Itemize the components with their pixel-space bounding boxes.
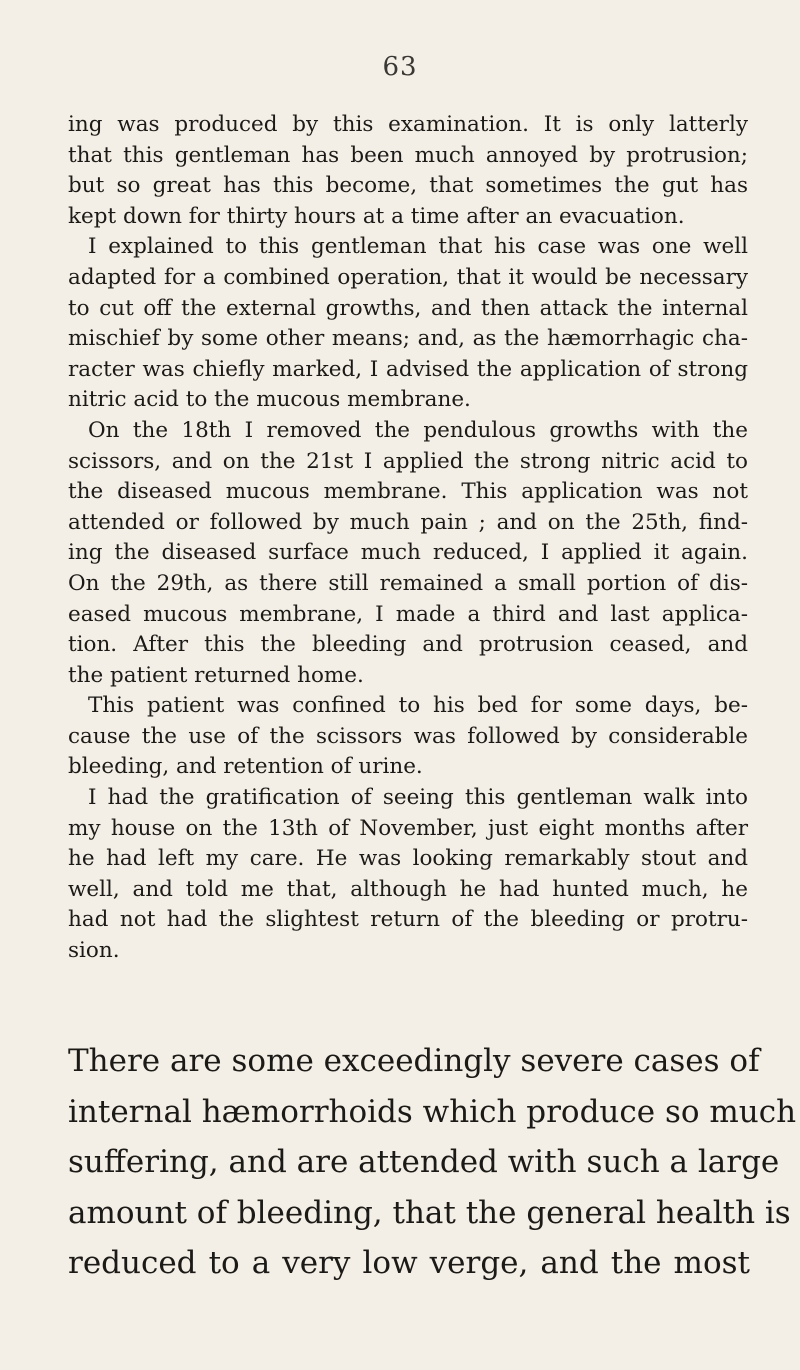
text-line: nitric acid to the mucous membrane. <box>68 387 471 413</box>
large-text-line: There are some exceedingly severe cases of <box>68 1043 760 1079</box>
text-line: he had left my care. He was looking remarkably stout and <box>68 846 748 872</box>
body-text <box>68 110 748 967</box>
text-line: ing the diseased surface much reduced, I applied it again. <box>68 540 748 566</box>
large-text-line: amount of bleeding, that the general health is <box>68 1194 791 1231</box>
text-line: well, and told me that, although he had hunted much, he <box>68 876 748 902</box>
large-text-line: suffering, and are attended with such a large <box>68 1144 780 1180</box>
text-line: to cut off the external growths, and then attack the internal <box>68 295 748 321</box>
text-line: cause the use of the scissors was followed by considerable <box>68 723 748 749</box>
text-line: racter was chiefly marked, I advised the application of strong <box>68 356 748 382</box>
text-line: my house on the 13th of November, just eight months after <box>68 815 748 841</box>
text-line: This patient was confined to his bed for some days, be- <box>88 693 748 719</box>
text-line: ing was produced by this examination. It is only latterly <box>68 112 748 137</box>
text-line: I explained to this gentleman that his case was one well <box>88 234 748 260</box>
text-line: kept down for thirty hours at a time after an evacuation. <box>68 203 685 229</box>
text-line: had not had the slightest return of the bleeding or protru- <box>68 907 748 933</box>
text-line: sion. <box>68 938 120 964</box>
text-line: adapted for a combined operation, that it would be necessary <box>68 264 748 290</box>
text-line: but so great has this become, that sometimes the gut has <box>68 173 748 199</box>
text-line: that this gentleman has been much annoyed by protrusion; <box>68 142 748 168</box>
text-line: On the 29th, as there still remained a small portion of dis- <box>68 570 748 596</box>
text-line: eased mucous membrane, I made a third and last applica- <box>68 601 748 627</box>
text-line: the diseased mucous membrane. This application was not <box>68 479 748 505</box>
text-line: On the 18th I removed the pendulous growths with the <box>88 417 748 443</box>
text-line: I had the gratification of seeing this gentleman walk into <box>88 785 748 811</box>
text-line: tion. After this the bleeding and protrusion ceased, and <box>68 632 748 658</box>
text-line: bleeding, and retention of urine. <box>68 754 423 780</box>
large-type-paragraph <box>68 1036 797 1289</box>
text-line: scissors, and on the 21st I applied the strong nitric acid to <box>68 448 748 474</box>
large-text-line: internal hæmorrhoids which produce so much <box>68 1093 797 1130</box>
text-line: attended or followed by much pain ; and on the 25th, find- <box>68 509 748 535</box>
text-line: mischief by some other means; and, as the hæmorrhagic cha- <box>68 326 748 352</box>
page-number: 63 <box>382 52 418 82</box>
large-text-line: reduced to a very low verge, and the most <box>68 1245 750 1281</box>
text-line: the patient returned home. <box>68 662 364 688</box>
